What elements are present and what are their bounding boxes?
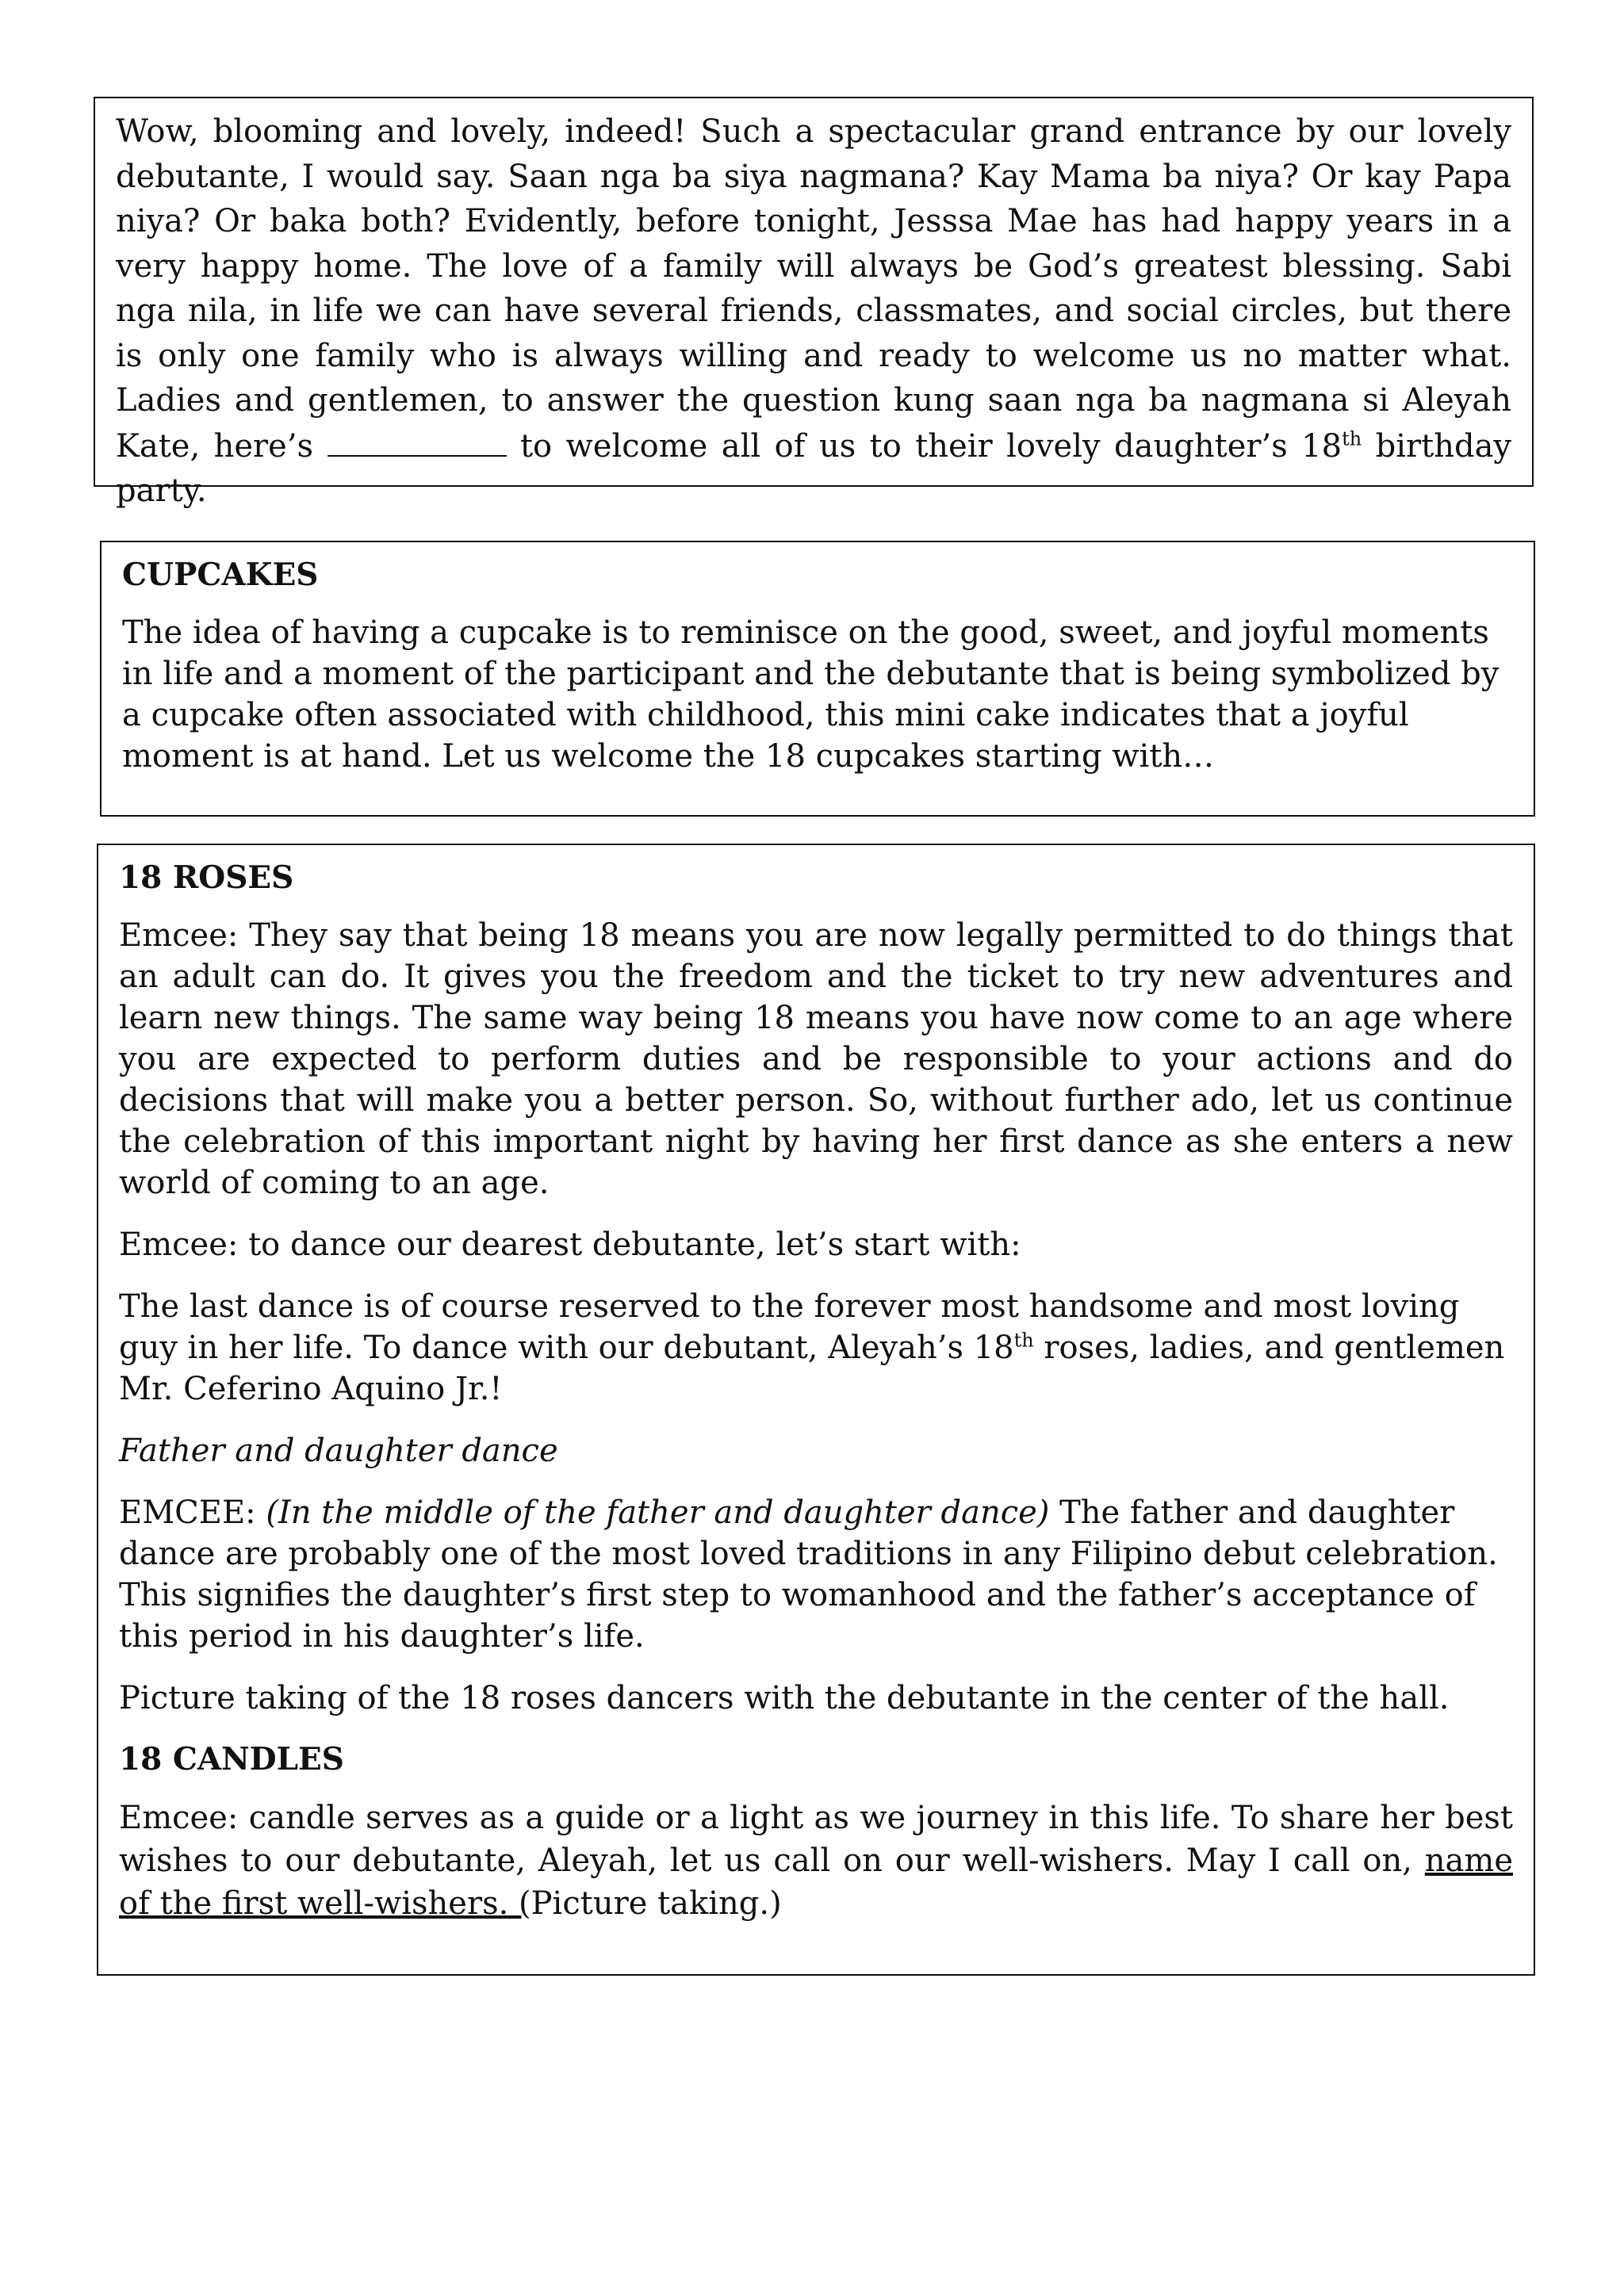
superscript-th: th [1342, 427, 1362, 450]
roses-paragraph-3 [119, 1286, 1513, 1410]
intro-text-after-blank: to welcome all of us to their lovely daughter’s 18 [519, 427, 1342, 465]
intro-text-end: birthday party. [116, 427, 1512, 509]
roses-paragraph-1: Emcee: They say that being 18 means you are now legally permitted to do things that an adult can do. It gives you the freedom and the ticket to try new adventures and learn new things. The same way being 18 means you have now come to an age where you are expected to perform duties and be responsible to your actions and do decisions that will make you a better person. So, without further ado, let us continue the celebration of this important night by having her first dance as she enters a new world of coming to an age. [119, 917, 1513, 1201]
intro-section [94, 97, 1534, 509]
roses-candles-section [97, 844, 1535, 1976]
roses-p5-text: The father and daughter dance are probably one of the most loved traditions in any Filipino debut celebration. This signifies the daughter’s first step to womanhood and the father’s acceptance of this period in his daughter’s life. [119, 1494, 1498, 1655]
stage-direction: (In the middle of the father and daughter dance) [266, 1494, 1050, 1531]
roses-p3-text: The last dance is of course reserved to the forever most handsome and most loving guy in her life. To dance with our debutant, Aleyah’s 18 [119, 1288, 1460, 1366]
candles-text: Emcee: candle serves as a guide or a light as we journey in this life. To share her best wishes to our debutante, Aleyah, let us call on our well-wishers. May I call on, [119, 1800, 1513, 1879]
roses-paragraph-2: Emcee: to dance our dearest debutante, let’s start with: [119, 1226, 1021, 1263]
candles-text-after: Picture taking.) [530, 1885, 782, 1922]
roses-heading: 18 ROSES [119, 859, 294, 896]
cupcakes-section [100, 541, 1535, 817]
cupcakes-paragraph: The idea of having a cupcake is to reminisce on the good, sweet, and joyful moments in life and a moment of the participant and the debutante that is being symbolized by a cupcake often associated with childhood, this mini cake indicates that a joyful moment is at hand. Let us welcome the 18 cupcakes starting with… [122, 614, 1500, 775]
superscript-th: th [1013, 1329, 1034, 1352]
roses-p3-text-after: roses, ladies, and gentlemen Mr. Ceferino Aquino Jr.! [119, 1330, 1505, 1407]
well-wisher-placeholder: name of the first well-wishers. ( [119, 1843, 1513, 1922]
cupcakes-heading: CUPCAKES [122, 557, 319, 593]
candles-heading: 18 CANDLES [119, 1741, 344, 1777]
emcee-label: EMCEE: [119, 1494, 256, 1531]
roses-paragraph-6: Picture taking of the 18 roses dancers with the debutante in the center of the hall. [119, 1680, 1450, 1716]
candles-paragraph [119, 1797, 1513, 1925]
roses-paragraph-5 [119, 1492, 1513, 1657]
intro-paragraph [116, 109, 1511, 514]
name-blank [327, 423, 507, 457]
intro-text: Wow, blooming and lovely, indeed! Such a spectacular grand entrance by our lovely debutante, I would say. Saan nga ba siya nagmana? Kay Mama ba niya? Or kay Papa niya? Or baka both? Evidently, before tonight, Jesssa Mae has had happy years in a very happy home. The love of a family will always be God’s greatest blessing. Sabi nga nila, in life we can have several friends, classmates, and social circles, but there is only one family who is always willing and ready to welcome us no matter what. Ladies and gentlemen, to answer the question kung saan nga ba nagmana si Aleyah Kate, here’s [116, 113, 1511, 465]
roses-paragraph-4: Father and daughter dance [119, 1433, 558, 1469]
